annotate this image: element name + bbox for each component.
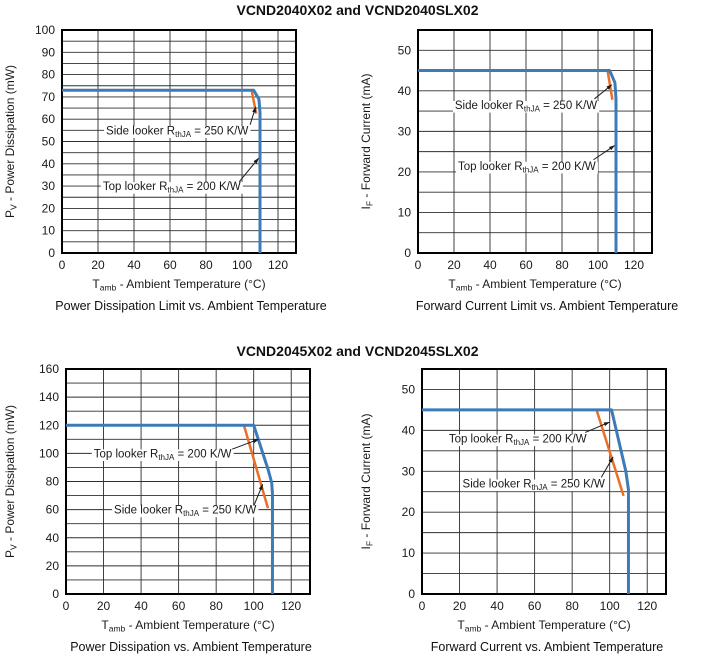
svg-text:120: 120 [38, 418, 59, 433]
svg-text:70: 70 [41, 89, 55, 104]
svg-text:0: 0 [48, 246, 55, 260]
annotation-top-looker [92, 439, 259, 462]
svg-text:80: 80 [45, 474, 59, 489]
svg-text:40: 40 [483, 258, 497, 272]
annotation-side-looker [104, 107, 256, 139]
svg-text:20: 20 [401, 505, 415, 520]
chart-power-dissipation [0, 359, 356, 654]
svg-text:40: 40 [134, 599, 148, 613]
annotation-side-looker [461, 457, 614, 492]
svg-text:60: 60 [163, 258, 177, 272]
svg-text:50: 50 [401, 382, 415, 397]
chart-caption-power-dissipation-limit: Power Dissipation Limit vs. Ambient Temperature [55, 299, 327, 313]
annotation-side-looker [112, 484, 263, 518]
annotation-top-looker [447, 422, 609, 447]
svg-text:80: 80 [199, 258, 213, 272]
svg-text:60: 60 [45, 502, 59, 517]
svg-text:30: 30 [41, 179, 55, 194]
svg-text:0: 0 [62, 599, 70, 613]
y-axis-title: $I_F$ - Forward Current (mA) [359, 73, 375, 210]
svg-text:120: 120 [637, 599, 658, 613]
annotation-label: Top looker $R_{thJA} = 200$ K/W [102, 181, 241, 195]
annotation-leader-line [585, 422, 609, 432]
svg-text:100: 100 [231, 258, 253, 272]
power-dissipation-limit-chart [0, 20, 356, 295]
svg-text:20: 20 [397, 164, 411, 179]
power-dissipation-chart [0, 361, 356, 636]
annotation-label: Side looker $R_{thJA} = 250$ K/W [462, 478, 605, 493]
svg-text:0: 0 [414, 258, 422, 272]
annotation-label: Top looker $R_{thJA} = 200$ K/W [458, 160, 596, 175]
annotation-leader-line [232, 439, 258, 449]
svg-text:90: 90 [41, 45, 55, 60]
svg-text:0: 0 [418, 599, 426, 613]
svg-text:30: 30 [397, 124, 411, 139]
svg-text:40: 40 [41, 156, 55, 171]
svg-text:50: 50 [41, 134, 55, 149]
svg-text:50: 50 [397, 43, 411, 58]
svg-text:0: 0 [52, 587, 59, 601]
series-group [62, 89, 260, 253]
forward-current-chart [356, 361, 712, 636]
section-vcnd2045 [0, 343, 715, 654]
svg-text:60: 60 [41, 112, 55, 127]
tick-labels [35, 23, 288, 272]
svg-text:20: 20 [447, 258, 461, 272]
annotation-leader-line [594, 85, 611, 99]
svg-text:40: 40 [127, 258, 141, 272]
chart-forward-current [356, 359, 712, 654]
x-axis-title: $T_{amb}$ - Ambient Temperature (°C) [448, 277, 622, 293]
chart-row-bottom [0, 359, 715, 654]
svg-text:0: 0 [404, 246, 411, 260]
section-title-vcnd2045: VCND2045X02 and VCND2045SLX02 [236, 343, 479, 359]
svg-text:60: 60 [527, 599, 542, 613]
tick-labels [402, 382, 658, 613]
svg-text:0: 0 [408, 587, 415, 601]
svg-text:20: 20 [41, 201, 55, 216]
annotation-label: Side looker $R_{thJA} = 250$ K/W [454, 100, 598, 114]
annotation-leader-line [594, 146, 615, 160]
y-axis-title: $P_V$ - Power Dissipation (mW) [3, 404, 19, 559]
section-vcnd2040 [0, 2, 715, 313]
svg-text:20: 20 [45, 558, 59, 573]
chart-caption-forward-current: Forward Current vs. Ambient Temperature [430, 640, 664, 654]
chart-row-top [0, 18, 715, 313]
svg-text:10: 10 [401, 546, 415, 561]
x-axis-title: $T_{amb}$ - Ambient Temperature (°C) [92, 277, 266, 293]
annotation-leader-line [601, 457, 613, 477]
annotation-label: Top looker $R_{thJA} = 200$ K/W [448, 433, 587, 448]
svg-text:40: 40 [397, 83, 411, 98]
svg-text:80: 80 [41, 67, 55, 82]
svg-text:20: 20 [452, 599, 467, 613]
svg-text:10: 10 [397, 205, 411, 220]
svg-text:100: 100 [38, 446, 59, 461]
y-axis-title: $P_V$ - Power Dissipation (mW) [3, 64, 19, 219]
svg-text:100: 100 [243, 599, 264, 613]
forward-current-limit-chart [356, 20, 712, 295]
chart-caption-power-dissipation: Power Dissipation vs. Ambient Temperature [70, 640, 312, 654]
svg-text:20: 20 [96, 599, 111, 613]
x-axis-title: $T_{amb}$ - Ambient Temperature (°C) [457, 618, 631, 634]
section-title-vcnd2040: VCND2040X02 and VCND2040SLX02 [236, 2, 479, 18]
svg-text:80: 80 [555, 258, 569, 272]
svg-text:40: 40 [490, 599, 504, 613]
annotation-leader-line [250, 107, 256, 125]
svg-text:100: 100 [599, 599, 620, 613]
svg-text:40: 40 [45, 530, 59, 545]
tick-labels [398, 43, 645, 272]
svg-text:100: 100 [34, 23, 55, 37]
svg-text:40: 40 [401, 423, 415, 438]
svg-text:0: 0 [58, 258, 66, 272]
annotation-side-looker [453, 85, 612, 114]
svg-text:10: 10 [41, 223, 55, 238]
y-axis-title: $I_F$ - Forward Current (mA) [359, 413, 375, 550]
annotation-top-looker [456, 146, 615, 175]
svg-text:30: 30 [401, 464, 415, 479]
svg-text:120: 120 [267, 258, 289, 272]
series-top-looker [62, 90, 260, 253]
svg-text:160: 160 [38, 362, 59, 376]
svg-text:20: 20 [91, 258, 105, 272]
svg-text:80: 80 [565, 599, 579, 613]
x-axis-title: $T_{amb}$ - Ambient Temperature (°C) [101, 618, 275, 634]
svg-text:60: 60 [171, 599, 186, 613]
annotation-label: Top looker $R_{thJA} = 200$ K/W [93, 448, 232, 462]
svg-text:140: 140 [38, 390, 59, 405]
annotation-label: Side looker $R_{thJA} = 250$ K/W [106, 125, 249, 139]
annotation-label: Side looker $R_{thJA} = 250$ K/W [114, 504, 257, 519]
svg-text:80: 80 [209, 599, 223, 613]
chart-caption-forward-current-limit: Forward Current Limit vs. Ambient Temperature [415, 299, 679, 313]
svg-text:60: 60 [519, 258, 533, 272]
svg-text:120: 120 [623, 258, 645, 272]
chart-forward-current-limit [356, 18, 712, 313]
chart-power-dissipation-limit [0, 18, 356, 313]
svg-text:100: 100 [587, 258, 609, 272]
svg-text:120: 120 [281, 599, 302, 613]
